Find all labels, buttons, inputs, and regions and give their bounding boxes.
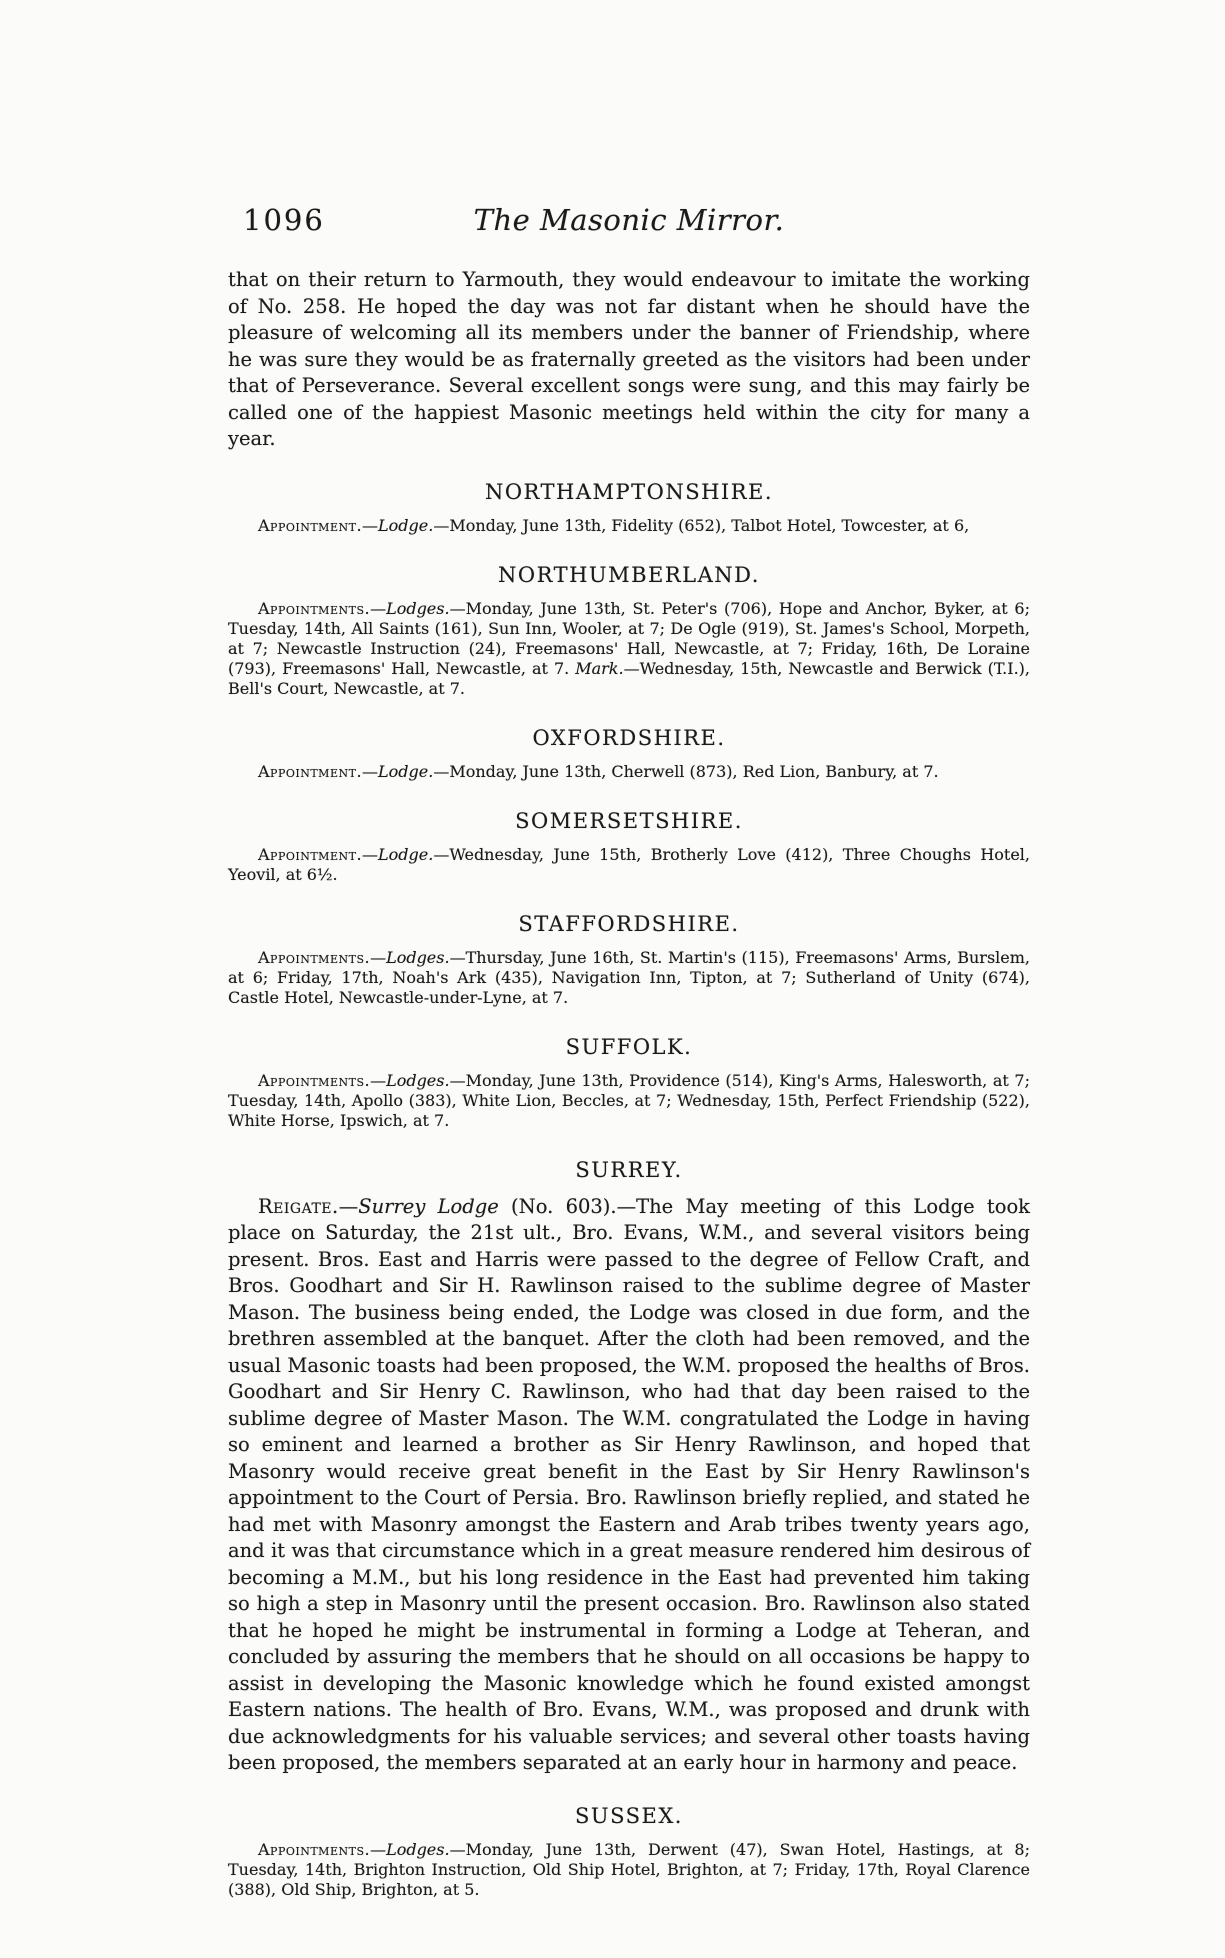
county-section — [228, 1804, 1030, 1900]
county-section — [228, 726, 1030, 782]
county-heading: SURREY. — [575, 1157, 683, 1182]
text-run-smallcaps: Appointment. — [258, 761, 363, 781]
section-paragraph — [228, 1194, 1030, 1777]
section-paragraph — [228, 948, 1030, 1008]
section-paragraph — [228, 762, 1030, 782]
page-header — [228, 203, 1030, 237]
text-run-normal: — — [338, 1194, 359, 1218]
text-run-italic: Lodges. — [386, 1839, 450, 1859]
page-number: 1096 — [243, 203, 325, 237]
text-run-normal: — — [362, 761, 379, 781]
county-section — [228, 1158, 1030, 1777]
county-sections — [228, 480, 1030, 1900]
text-run-italic: Lodge. — [378, 761, 434, 781]
text-run-normal: —Thursday, June 16th, St. Martin's (115), Freemasons' Arms, Burslem, at 6; Friday, 17th, Noah's Ark (435), Navigation Inn, Tipton, at 7; Sutherland of Unity (674), Castle Hotel, Newcastle-under-Lyne, at 7. — [228, 947, 1030, 1007]
county-heading: NORTHAMPTONSHIRE. — [484, 479, 774, 504]
county-heading: OXFORDSHIRE. — [532, 725, 726, 750]
text-run-normal: — — [370, 947, 387, 967]
text-run-normal: — — [370, 598, 387, 618]
county-heading: SUFFOLK. — [565, 1034, 693, 1059]
text-run-italic: Lodge. — [378, 844, 434, 864]
county-section — [228, 912, 1030, 1008]
text-run-normal: —Monday, June 13th, St. Peter's (706), Hope and Anchor, Byker, at 6; Tuesday, 14th, All Saints (161), Sun Inn, Wooler, at 7; De Ogle (919), St. James's School, Morpeth, at 7; Newcastle Instruction (24), Freemasons' Hall, Newcastle, at 7; Friday, 16th, De Loraine (793), Freemasons' Hall, Newcastle, at 7. — [228, 598, 1030, 678]
text-run-normal: —Monday, June 13th, Providence (514), King's Arms, Halesworth, at 7; Tuesday, 14th, Apollo (383), White Lion, Beccles, at 7; Wednesday, 15th, Perfect Friendship (522), White Horse, Ipswich, at 7. — [228, 1070, 1030, 1130]
text-run-normal: (No. 603).—The May meeting of this Lodge took place on Saturday, the 21st ult., Bro. Evans, W.M., and several visitors being present. Bros. East and Harris were passed to the degree of Fellow Craft, and Bros. Goodhart and Sir H. Rawlinson raised to the sublime degree of Master Mason. The business being ended, the Lodge was closed in due form, and the brethren assembled at the banquet. After the cloth had been removed, and the usual Masonic toasts had been proposed, the W.M. proposed the healths of Bros. Goodhart and Sir Henry C. Rawlinson, who had that day been raised to the sublime degree of Master Mason. The W.M. congratulated the Lodge in having so eminent and learned a brother as Sir Henry Rawlinson, and hoped that Masonry would receive great benefit in the East by Sir Henry Rawlinson's appointment to the Court of Persia. Bro. Rawlinson briefly replied, and stated he had met with Masonry amongst the Eastern and Arab tribes twenty years ago, and it was that circumstance which in a great measure rendered him desirous of becoming a M.M., but his long residence in the East had prevented him taking so high a step in Masonry until the present occasion. Bro. Rawlinson also stated that he hoped he might be instrumental in forming a Lodge at Teheran, and concluded by assuring the members that he should on all occasions be happy to assist in developing the Masonic knowledge which he found existed amongst Eastern nations. The health of Bro. Evans, W.M., was proposed and drunk with due acknowledgments for his valuable services; and several other toasts having been proposed, the members separated at an early hour in harmony and peace. — [228, 1194, 1030, 1774]
county-section — [228, 563, 1030, 699]
county-heading: NORTHUMBERLAND. — [498, 562, 760, 587]
section-paragraph — [228, 599, 1030, 699]
text-run-italic: Mark. — [575, 658, 624, 678]
text-run-smallcaps: Reigate. — [258, 1194, 339, 1218]
text-run-normal: — — [370, 1070, 387, 1090]
county-section — [228, 809, 1030, 885]
text-run-smallcaps: Appointments. — [258, 947, 371, 967]
text-run-italic: Lodges. — [386, 947, 450, 967]
text-run-italic: Lodge. — [378, 515, 434, 535]
text-run-normal: —Monday, June 13th, Cherwell (873), Red Lion, Banbury, at 7. — [433, 761, 939, 781]
county-heading: SOMERSETSHIRE. — [515, 808, 743, 833]
text-run-normal: —Monday, June 13th, Derwent (47), Swan Hotel, Hastings, at 8; Tuesday, 14th, Brighton Instruction, Old Ship Hotel, Brighton, at 7; Friday, 17th, Royal Clarence (388), Old Ship, Brighton, at 5. — [228, 1839, 1030, 1899]
section-paragraph — [228, 845, 1030, 885]
text-run-normal: —Monday, June 13th, Fidelity (652), Talbot Hotel, Towcester, at 6, — [433, 515, 970, 535]
text-block — [228, 203, 1030, 1900]
section-paragraph — [228, 516, 1030, 536]
section-paragraph — [228, 1840, 1030, 1900]
text-run-normal: —Wednesday, June 15th, Brotherly Love (412), Three Choughs Hotel, Yeovil, at 6½. — [228, 844, 1030, 884]
text-run-italic: Lodges. — [386, 598, 450, 618]
text-run-italic: Lodges. — [386, 1070, 450, 1090]
county-heading: STAFFORDSHIRE. — [518, 911, 740, 936]
intro-paragraph: that on their return to Yarmouth, they would endeavour to imitate the working of No. 258. He hoped the day was not far distant when he should have the pleasure of welcoming all its members under the banner of Friendship, where he was sure they would be as fraternally greeted as the visitors had been under that of Perseverance. Several excellent songs were sung, and this may fairly be called one of the happiest Masonic meetings held within the city for many a year. — [228, 268, 1030, 450]
text-run-normal: — — [362, 844, 379, 864]
text-run-italic: Surrey Lodge — [358, 1194, 499, 1218]
text-run-normal: — — [370, 1839, 387, 1859]
text-run-normal: — — [362, 515, 379, 535]
text-run-normal: —Wednesday, 15th, Newcastle and Berwick (T.I.), Bell's Court, Newcastle, at 7. — [228, 658, 1030, 698]
county-heading: SUSSEX. — [575, 1803, 683, 1828]
text-run-smallcaps: Appointments. — [258, 1839, 371, 1859]
text-run-smallcaps: Appointments. — [258, 1070, 371, 1090]
text-run-smallcaps: Appointment. — [258, 844, 363, 864]
journal-title: The Masonic Mirror. — [473, 203, 785, 237]
text-run-smallcaps: Appointments. — [258, 598, 371, 618]
county-section — [228, 1035, 1030, 1131]
text-run-smallcaps: Appointment. — [258, 515, 363, 535]
section-paragraph — [228, 1071, 1030, 1131]
county-section — [228, 480, 1030, 536]
